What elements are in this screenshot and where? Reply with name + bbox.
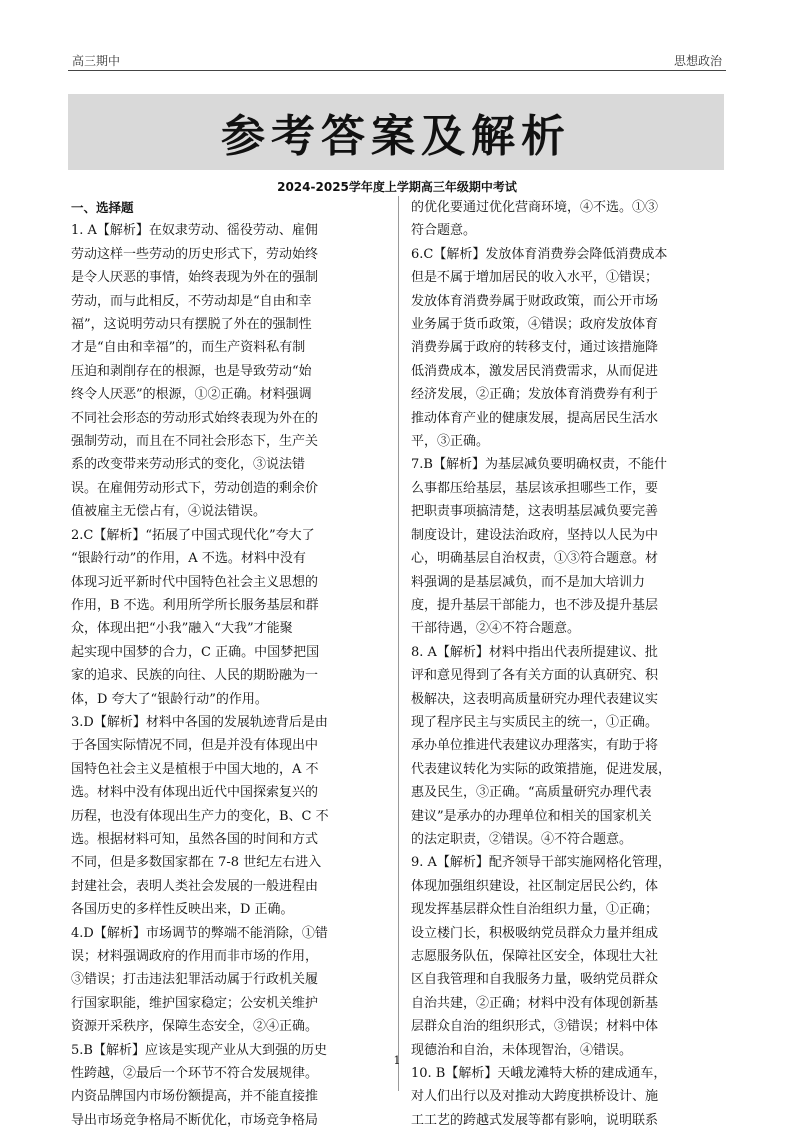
text-line: 误；材料强调政府的作用而非市场的作用， [71, 949, 319, 964]
text-line: 压迫和剥削存在的根源，也是导致劳动“始 [71, 363, 312, 379]
text-line: 起实现中国梦的合力，C 正确。中国梦把国 [71, 644, 320, 660]
text-line: 众，体现出把“小我”融入“大我”才能聚 [71, 621, 293, 637]
text-line: 值被雇主无偿占有，④说法错误。 [71, 504, 267, 520]
text-line: 区自我管理和自我服务力量，吸纳党员群众 [411, 972, 659, 988]
column-divider [398, 196, 399, 1091]
text-line: 10. B【解析】天峨龙滩特大桥的建成通车， [411, 1066, 667, 1082]
text-line: 发放体育消费券属于财政政策，而公开市场 [411, 293, 659, 309]
text-line: 2.C【解析】“拓展了中国式现代化”夸大了 [71, 527, 315, 543]
text-line: 家的追求、民族的向往、人民的期盼融为一 [71, 668, 319, 684]
header-divider [68, 70, 726, 71]
text-line: 资源开采秩序，保障生态安全，②④正确。 [71, 1019, 319, 1035]
text-line: 选。材料中没有体现出近代中国探索复兴的 [71, 785, 319, 801]
text-line: 对人们出行以及对推动大跨度拱桥设计、施 [411, 1089, 659, 1105]
text-line: 志愿服务队伍，保障社区安全，体现壮大社 [411, 949, 659, 964]
text-line: 内资品牌国内市场份额提高，并不能直接推 [71, 1089, 319, 1105]
text-line: 国特色社会主义是植根于中国大地的，A 不 [71, 761, 319, 777]
text-line: 误。在雇佣劳动形式下，劳动创造的剩余价 [71, 480, 319, 496]
header-subject-level: 高三期中 [72, 54, 121, 68]
text-line: 8. A【解析】材料中指出代表所提建议、批 [411, 644, 658, 660]
text-line: 么事都压给基层，基层该承担哪些工作，要 [411, 480, 659, 496]
text-line: 惠及民生，③正确。“高质量研究办理代表 [411, 785, 652, 801]
text-line: 选。根据材料可知，虽然各国的时间和方式 [71, 831, 319, 847]
text-line: 劳动这样一些劳动的历史形式下，劳动始终 [71, 246, 319, 262]
section-title: 一、选择题 [71, 200, 134, 215]
text-line: 4.D【解析】市场调节的弊端不能消除，①错 [71, 925, 328, 941]
text-line: 体现习近平新时代中国特色社会主义思想的 [71, 574, 319, 590]
text-line: 不同，但是多数国家都在 7-8 世纪左右进入 [71, 855, 322, 871]
text-line: 体现加强组织建设，社区制定居民公约，体 [411, 878, 659, 894]
text-line: 的法定职责，②错误。④不符合题意。 [411, 831, 633, 847]
text-line: 评和意见得到了各有关方面的认真研究、积 [411, 668, 659, 684]
text-line: 的优化要通过优化营商环境，④不选。①③ [411, 200, 659, 215]
text-line: 设立楼门长，积极吸纳党员群众力量并组成 [411, 925, 659, 941]
text-line: 封建社会，表明人类社会发展的一般进程由 [71, 878, 319, 894]
text-line: 代表建议转化为实际的政策措施，促进发展， [411, 761, 672, 777]
text-line: 现发挥基层群众性自治组织力量，①正确； [411, 902, 659, 918]
text-line: 强制劳动，而且在不同社会形态下，生产关 [71, 434, 319, 450]
title-banner [68, 94, 724, 170]
text-line: 现德治和自治，未体现智治，④错误。 [411, 1042, 633, 1058]
text-line: 历程，也没有体现出生产力的变化，B、C 不 [71, 808, 329, 824]
left-column-text [71, 219, 388, 1132]
text-line: 劳动，而与此相反，不劳动却是“自由和幸 [71, 293, 312, 309]
text-line: 体，D 夸大了“银龄行动”的作用。 [71, 691, 268, 707]
text-line: 现了程序民主与实质民主的统一，①正确。 [411, 714, 659, 730]
text-line: 制度设计，建设法治政府，坚持以人民为中 [411, 527, 659, 543]
text-line: ③错误；打击违法犯罪活动属于行政机关履 [71, 972, 319, 988]
text-line: 干部待遇，②④不符合题意。 [411, 621, 581, 637]
text-line: 度，提升基层干部能力，也不涉及提升基层 [411, 597, 659, 613]
text-line: 层群众自治的组织形式，③错误；材料中体 [411, 1019, 659, 1035]
text-line: 推动体育产业的健康发展，提高居民生活水 [411, 410, 659, 426]
text-line: 6.C【解析】发放体育消费券会降低消费成本 [411, 246, 668, 262]
text-line: 工工艺的跨越式发展等都有影响，说明联系 [411, 1112, 659, 1128]
text-line: 平，③正确。 [411, 434, 490, 450]
text-line: 福”，这说明劳动只有摆脱了外在的强制性 [71, 317, 312, 333]
text-line: 经济发展，②正确；发放体育消费券有利于 [411, 387, 659, 403]
text-line: 终令人厌恶”的根源，①②正确。材料强调 [71, 387, 312, 403]
right-column [411, 196, 725, 1132]
text-line: “银龄行动”的作用，A 不选。材料中没有 [71, 551, 306, 567]
text-line: 料强调的是基层减负，而不是加大培训力 [411, 574, 646, 590]
text-line: 心，明确基层自治权责，①③符合题意。材 [411, 551, 659, 567]
text-line: 系的改变带来劳动形式的变化，③说法错 [71, 457, 306, 473]
text-line: 建议”是承办的办理单位和相关的国家机关 [411, 808, 652, 824]
header-subject: 思想政治 [673, 54, 722, 68]
text-line: 各国历史的多样性反映出来，D 正确。 [71, 902, 294, 918]
text-line: 低消费成本，激发居民消费需求，从而促进 [411, 363, 659, 379]
text-line: 消费券属于政府的转移支付，通过该措施降 [411, 340, 659, 356]
text-line: 但是不属于增加居民的收入水平，①错误； [411, 270, 659, 286]
exam-title: 2024-2025学年度上学期高三年级期中考试 [277, 180, 517, 194]
text-line: 业务属于货币政策，④错误；政府发放体育 [411, 317, 659, 333]
text-line: 3.D【解析】材料中各国的发展轨迹背后是由 [71, 714, 328, 730]
text-line: 1. A【解析】在奴隶劳动、徭役劳动、雇佣 [71, 223, 318, 239]
right-column-text [411, 196, 725, 1132]
left-column [71, 196, 388, 1132]
text-line: 性跨越，②最后一个环节不符合发展规律。 [71, 1066, 319, 1082]
text-line: 自治共建，②正确；材料中没有体现创新基 [411, 995, 659, 1011]
text-line: 导出市场竞争格局不断优化，市场竞争格局 [71, 1112, 319, 1128]
text-line: 行国家职能，维护国家稳定；公安机关维护 [71, 995, 319, 1011]
text-line: 极解决，这表明高质量研究办理代表建议实 [411, 691, 659, 707]
text-line: 是令人厌恶的事情，始终表现为外在的强制 [71, 270, 319, 286]
text-line: 于各国实际情况不同，但是并没有体现出中 [71, 738, 319, 754]
text-line: 符合题意。 [411, 223, 477, 239]
page-number: 1 [393, 1054, 401, 1067]
text-line: 把职责事项搞清楚，这表明基层减负要完善 [411, 504, 659, 520]
text-line: 不同社会形态的劳动形式始终表现为外在的 [71, 410, 319, 426]
page-title: 参考答案及解析 [221, 111, 571, 162]
text-line: 5.B【解析】应该是实现产业从大到强的历史 [71, 1042, 327, 1058]
text-line: 才是“自由和幸福”的，而生产资料私有制 [71, 340, 306, 356]
text-line: 承办单位推进代表建议办理落实，有助于将 [411, 738, 659, 754]
text-line: 作用，B 不选。利用所学所长服务基层和群 [71, 597, 319, 613]
text-line: 7.B【解析】为基层减负要明确权责，不能什 [411, 457, 667, 473]
text-line: 9. A【解析】配齐领导干部实施网格化管理， [411, 855, 671, 871]
